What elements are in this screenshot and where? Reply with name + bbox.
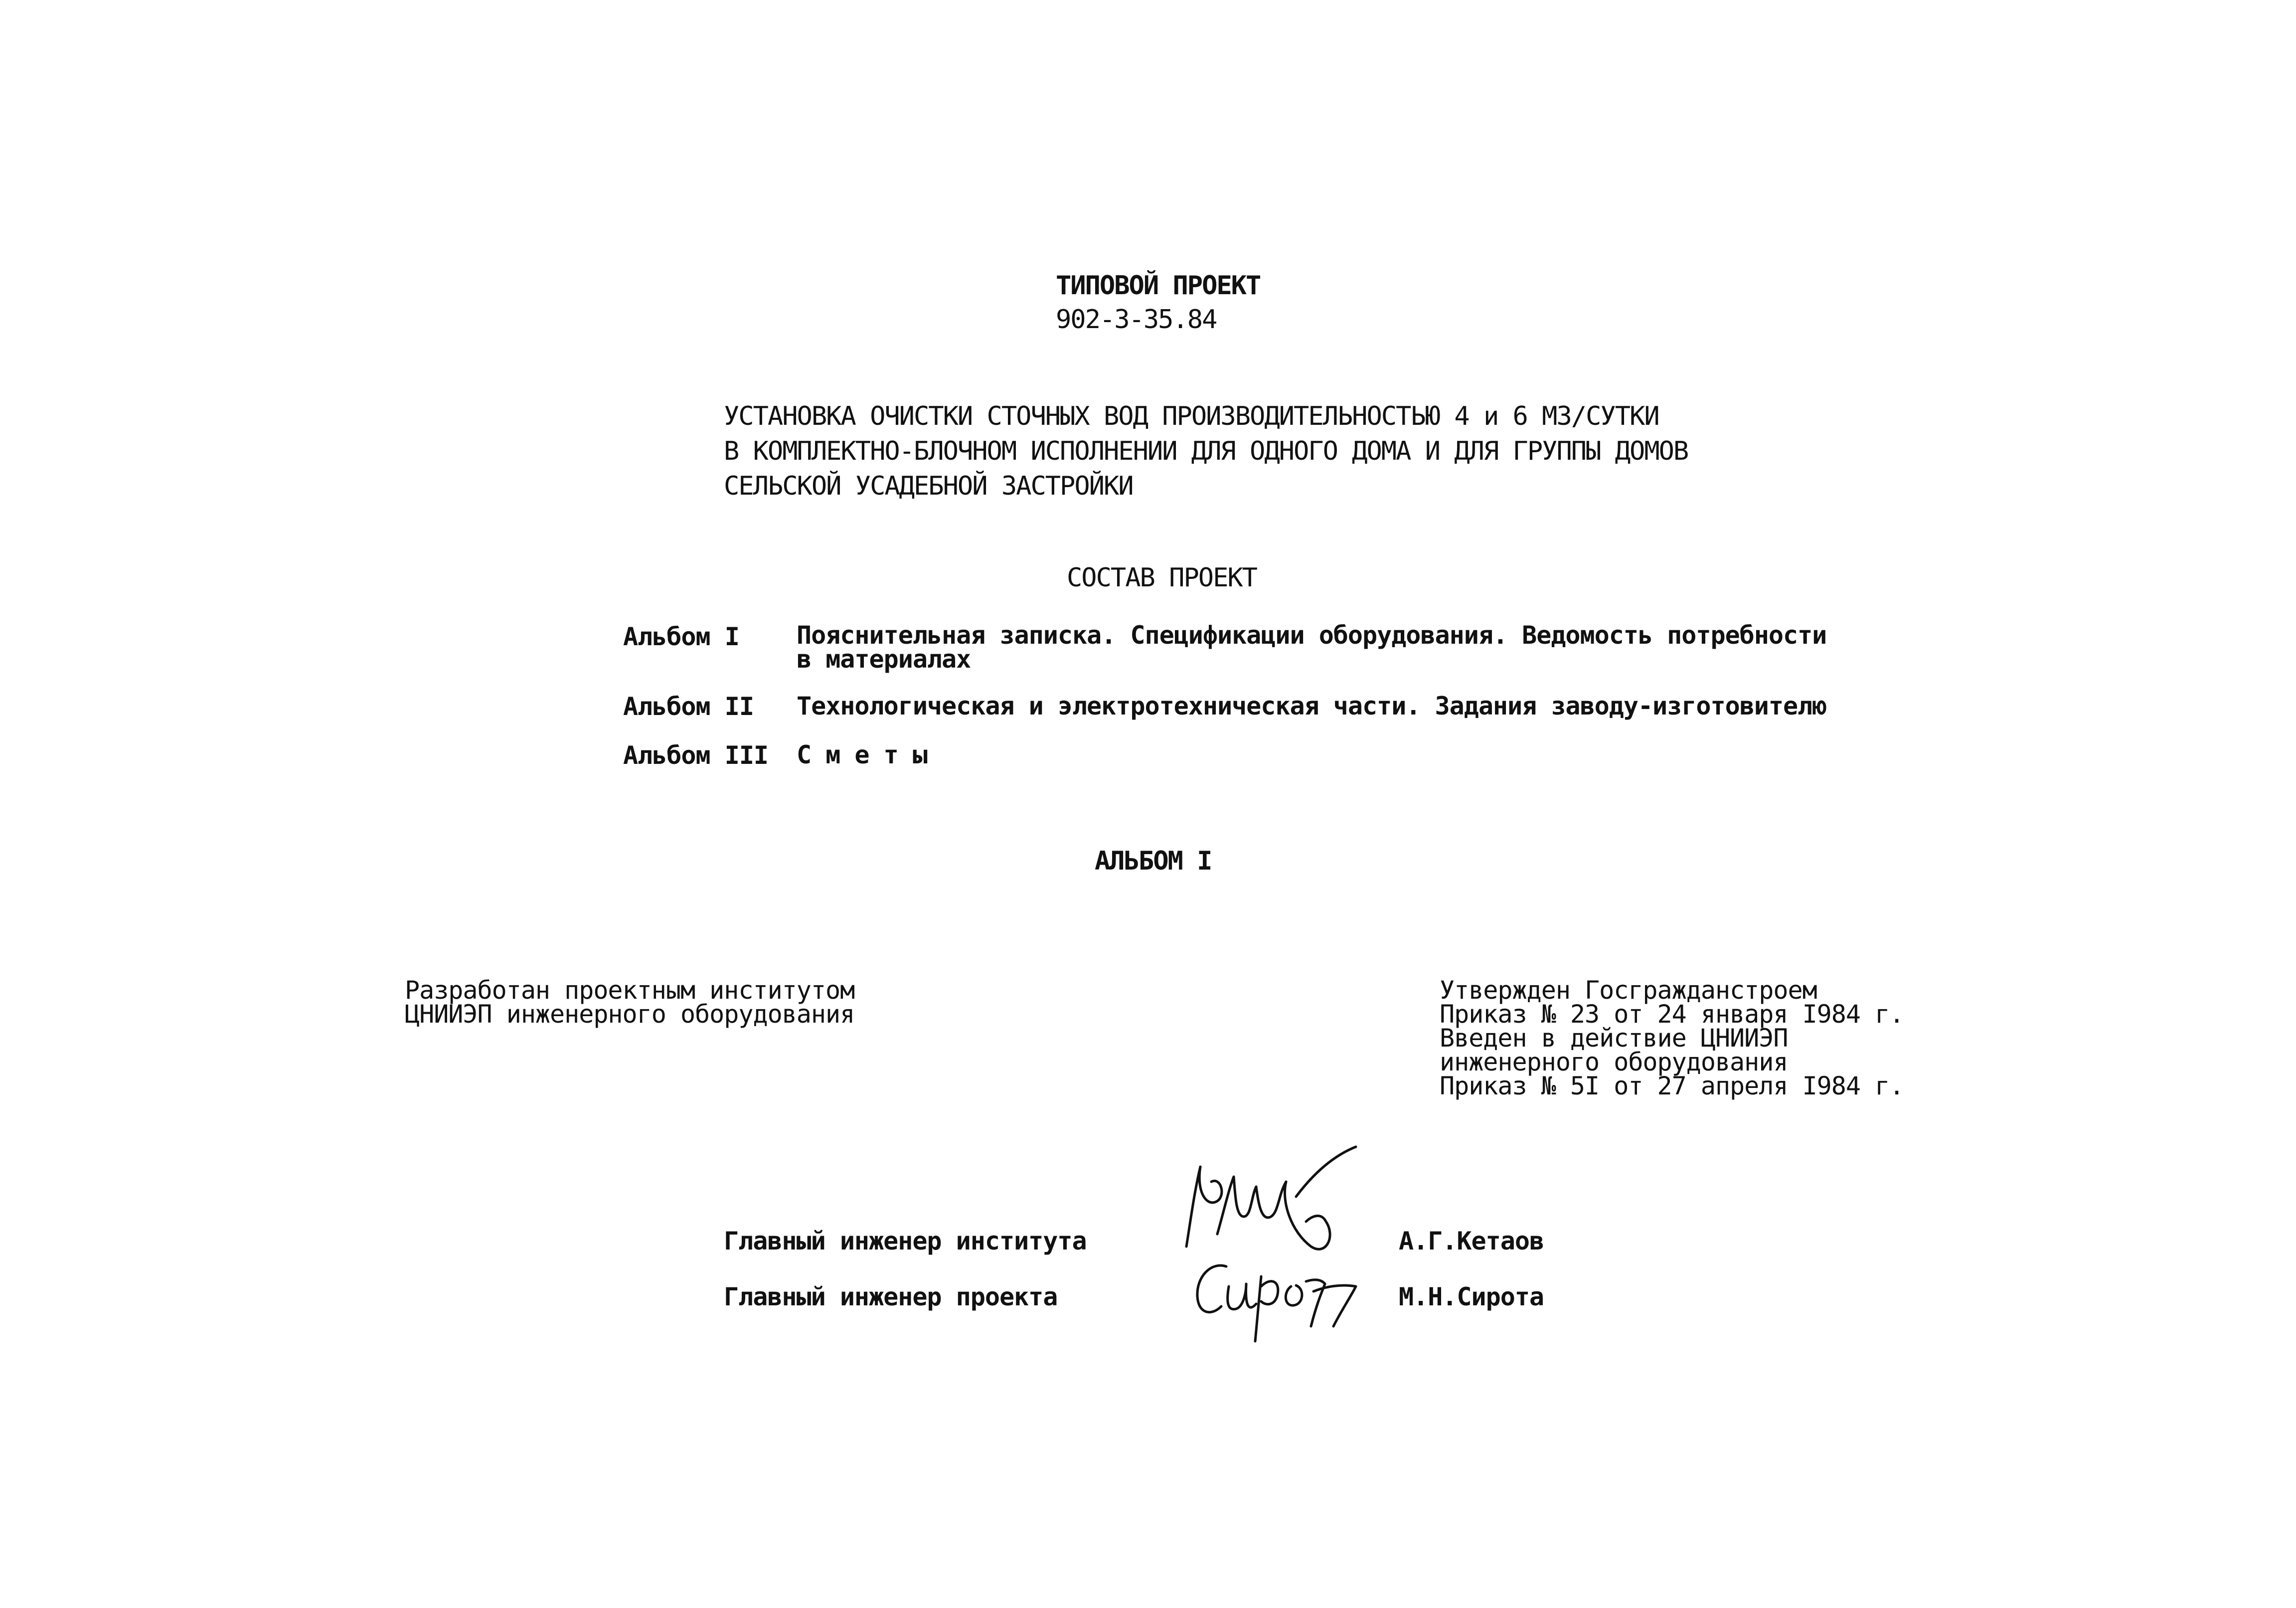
composition-heading: СОСТАВ ПРОЕКТ xyxy=(1067,563,1257,593)
chief-project-engineer-name: М.Н.Сирота xyxy=(1399,1282,1544,1311)
chief-engineer-institute-name: А.Г.Кетаов xyxy=(1399,1227,1544,1255)
album-2-description xyxy=(797,694,1826,718)
document-number: 902-3-35.84 xyxy=(1056,305,1217,335)
album-desc-line: С м е т ы xyxy=(797,740,927,769)
album-3-label: Альбом III xyxy=(623,741,769,770)
album-2-label: Альбом II xyxy=(623,692,754,721)
approval-line: Приказ № 5I от 27 апреля I984 г. xyxy=(1440,1072,1904,1100)
document-type: ТИПОВОЙ ПРОЕКТ xyxy=(1056,271,1261,301)
title-line: В КОМПЛЕКТНО-БЛОЧНОМ ИСПОЛНЕНИИ ДЛЯ ОДНОГО ДОМА И ДЛЯ ГРУППЫ ДОМОВ xyxy=(724,436,1688,466)
chief-project-engineer-role: Главный инженер проекта xyxy=(724,1282,1058,1311)
approval-line: Утвержден Госгражданстроем xyxy=(1440,976,1817,1005)
developer-line: Разработан проектным институтом xyxy=(405,976,855,1005)
album-desc-line: Пояснительная записка. Спецификации оборудования. Ведомость потребности xyxy=(797,621,1827,650)
title-line: УСТАНОВКА ОЧИСТКИ СТОЧНЫХ ВОД ПРОИЗВОДИТЕЛЬНОСТЬЮ 4 и 6 МЗ/СУТКИ xyxy=(724,401,1659,431)
approval-line: Введен в действие ЦНИИЭП xyxy=(1440,1024,1788,1053)
approval-line: инженерного оборудования xyxy=(1440,1048,1788,1076)
approval-block xyxy=(1440,978,1904,1098)
title-line: СЕЛЬСКОЙ УСАДЕБНОЙ ЗАСТРОЙКИ xyxy=(724,471,1133,501)
chief-engineer-institute-role: Главный инженер института xyxy=(724,1227,1087,1255)
album-desc-line: в материалах xyxy=(797,645,971,674)
project-title xyxy=(724,399,1688,504)
album-1-label: Альбом I xyxy=(623,622,739,651)
album-1-description xyxy=(797,621,1827,674)
album-3-description xyxy=(797,740,927,769)
developer-line: ЦНИИЭП инженерного оборудования xyxy=(405,1000,855,1029)
album-desc-line: Технологическая и электротехническая части. Задания заводу-изготовителю xyxy=(797,692,1827,720)
chief-project-engineer-signature xyxy=(1191,1256,1371,1346)
approval-line: Приказ № 23 от 24 января I984 г. xyxy=(1440,1000,1904,1029)
chief-engineer-institute-signature xyxy=(1176,1147,1361,1261)
developer-block xyxy=(405,976,855,1029)
current-album: АЛЬБОМ I xyxy=(1095,846,1212,876)
